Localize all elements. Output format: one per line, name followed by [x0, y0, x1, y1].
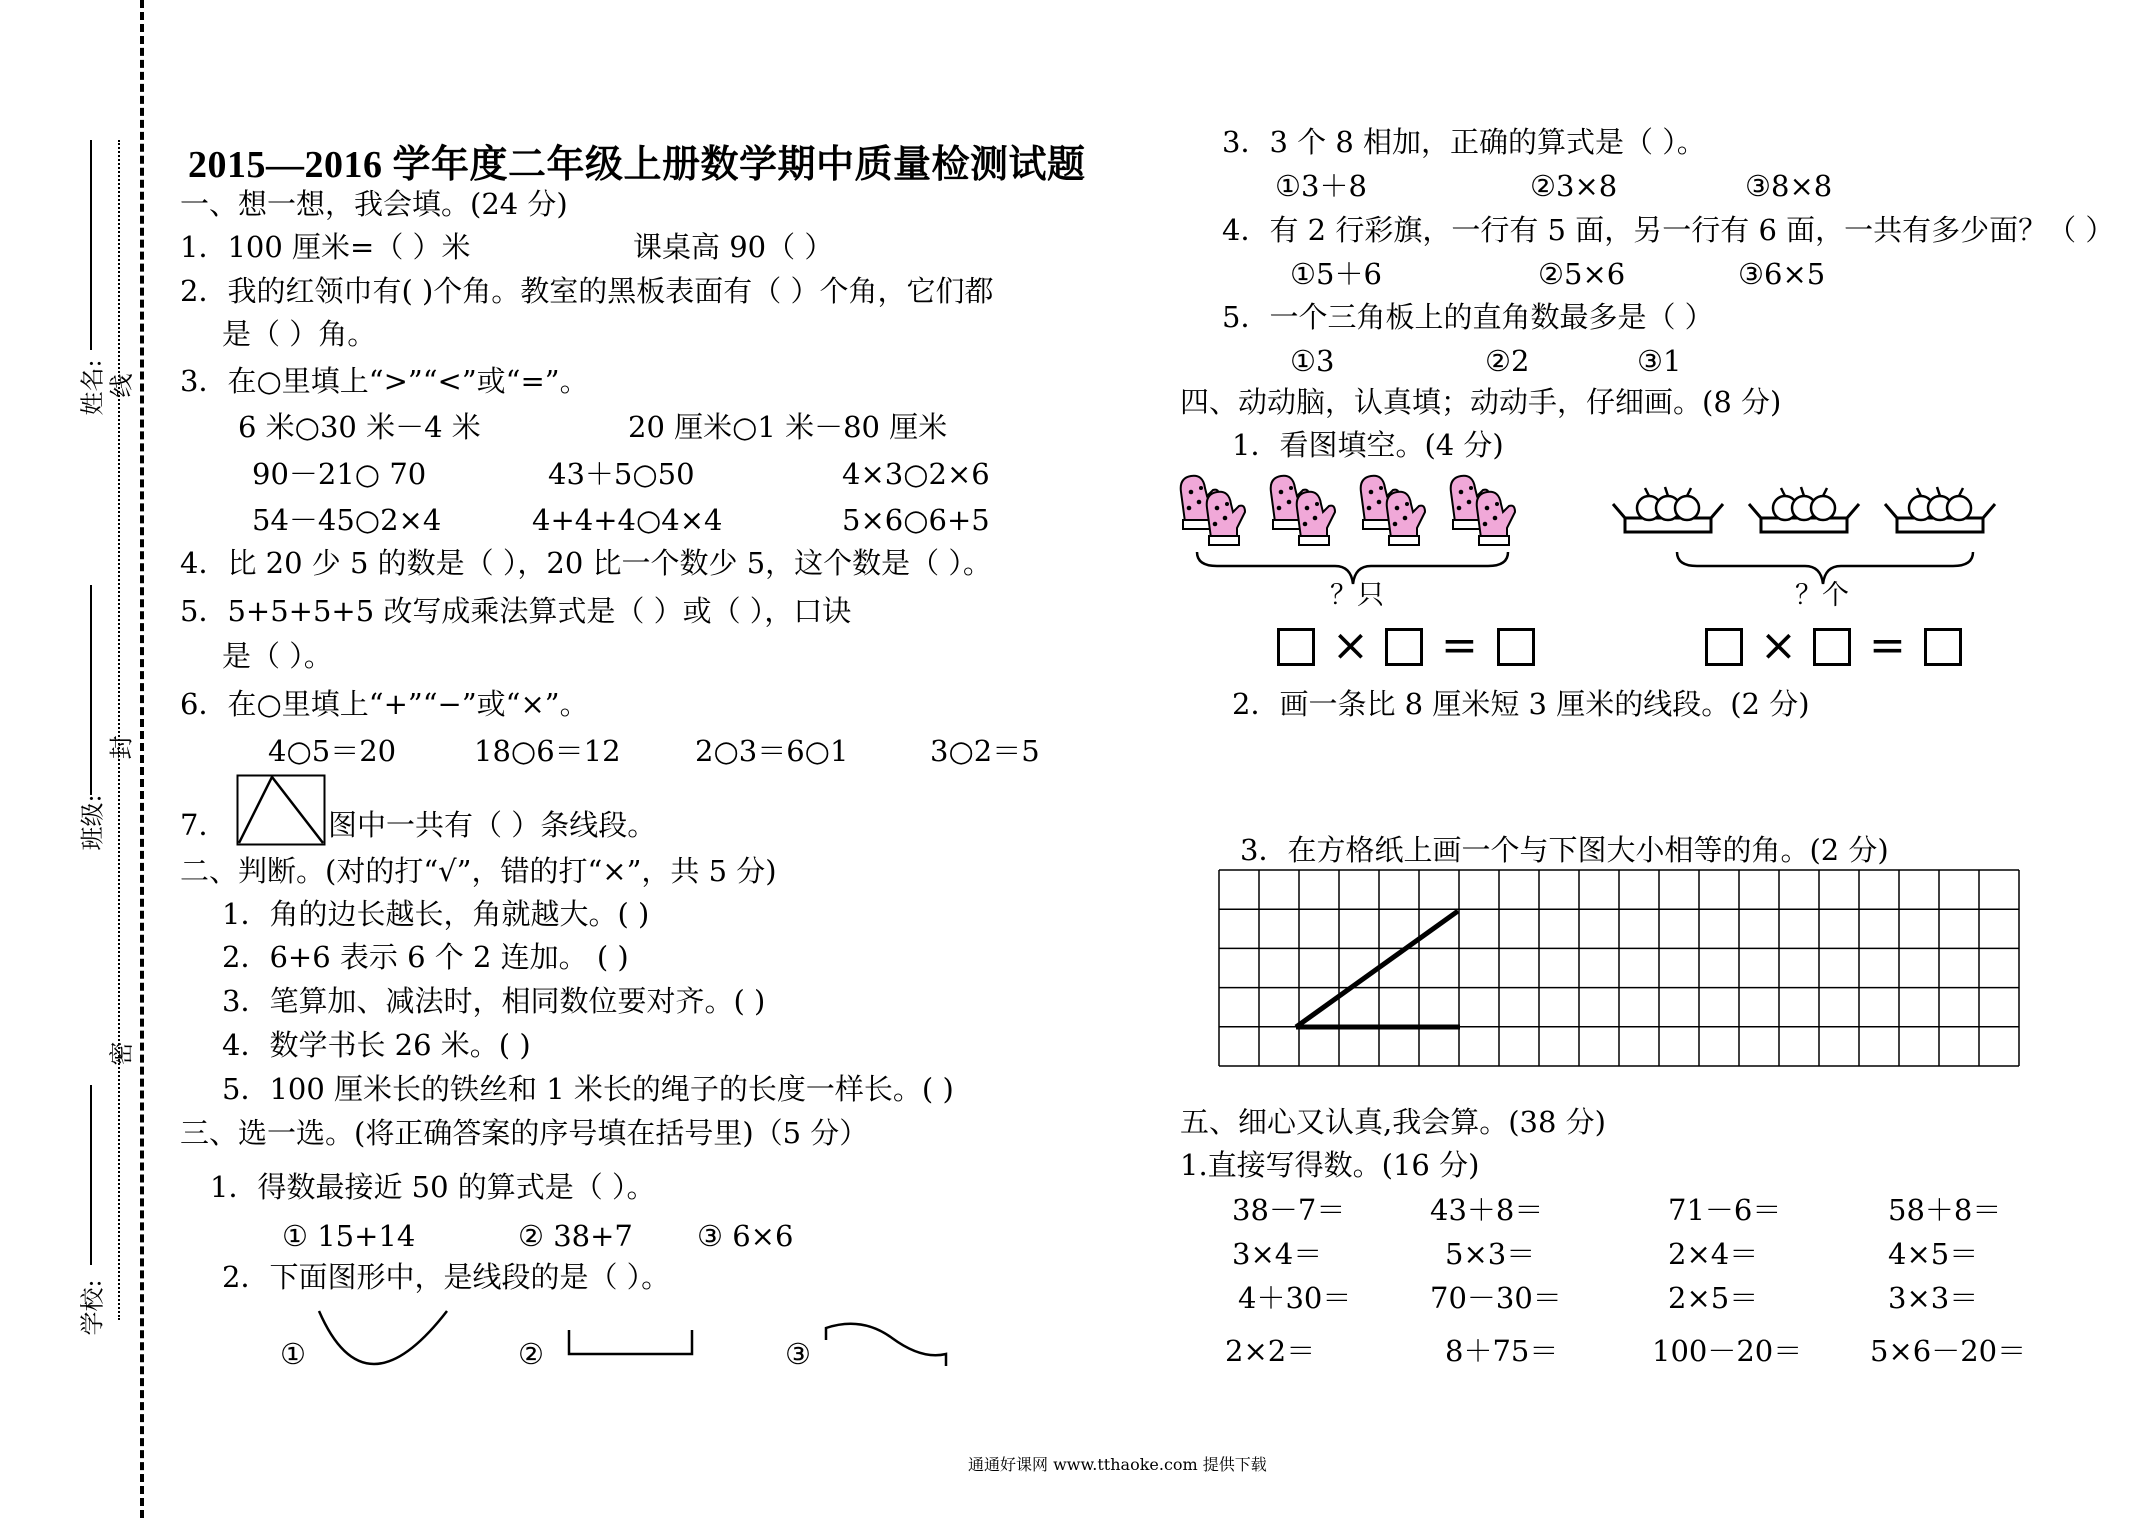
q1-3-r2c3: 4×3○2×6 [842, 457, 990, 491]
q1-3-r1c1: 6 米○30 米－4 米 [238, 410, 481, 444]
calc-item: 4×5＝ [1888, 1237, 1979, 1271]
school-underline [90, 1085, 92, 1265]
calc-item: 2×2＝ [1225, 1334, 1316, 1368]
seal-dotted-line [118, 140, 120, 1320]
q1-7-text: 图中一共有（ ）条线段。 [328, 808, 657, 842]
calc-item: 2×4＝ [1668, 1237, 1759, 1271]
choice-q2: 2．下面图形中，是线段的是（ ）。 [222, 1260, 671, 1294]
binding-dashed-line [140, 0, 144, 1518]
gloves-picture [1175, 470, 1535, 550]
q1-6-item3: 2○3＝6○1 [695, 734, 849, 768]
draw-segment-question: 2．画一条比 8 厘米短 3 厘米的线段。(2 分) [1232, 687, 1810, 721]
draw-angle-question: 3．在方格纸上画一个与下图大小相等的角。(2 分) [1240, 833, 1889, 867]
choice-q2-mark3: ③ [785, 1337, 811, 1371]
calc-item: 5×6－20＝ [1870, 1334, 2027, 1368]
calc-item: 100－20＝ [1652, 1334, 1803, 1368]
fruit-baskets-picture [1605, 478, 2005, 548]
choice-q1-opt3: ③ 6×6 [697, 1219, 794, 1253]
seal-char-line: 线 [107, 373, 136, 398]
section4-heading: 四、动动脑，认真填；动动手，仔细画。(8 分) [1180, 385, 1782, 419]
calc-item: 4＋30＝ [1238, 1281, 1352, 1315]
q1-7-number: 7． [180, 808, 228, 842]
choice-q2-curve-figure [315, 1307, 450, 1372]
calc-item: 3×3＝ [1888, 1281, 1979, 1315]
q1-3-r3c2: 4+4+4○4×4 [532, 503, 723, 537]
choice-q4-opt3: ③6×5 [1738, 257, 1826, 291]
q1-2b: 是（ ）角。 [222, 317, 377, 351]
choice-q1: 1．得数最接近 50 的算式是（ ）。 [210, 1170, 656, 1204]
answer-box-left-3[interactable] [1497, 628, 1535, 666]
q1-3: 3．在○里填上“>”“<”或“=”。 [180, 364, 589, 398]
q1-6-item2: 18○6＝12 [474, 734, 621, 768]
q1-5a: 5．5+5+5+5 改写成乘法算式是（ ）或（ ），口诀 [180, 594, 852, 628]
name-underline [90, 140, 92, 350]
choice-q4-opt1: ①5＋6 [1290, 257, 1382, 291]
judge-item-4: 4．数学书长 26 米。( ) [222, 1028, 531, 1062]
times-sign: × [1760, 620, 1797, 671]
class-label: 班级: [78, 794, 107, 851]
section3-heading: 三、选一选。(将正确答案的序号填在括号里)（5 分） [180, 1116, 869, 1150]
exam-title: 2015—2016 学年度二年级上册数学期中质量检测试题 [188, 144, 1086, 186]
calc-item: 38－7＝ [1232, 1193, 1346, 1227]
answer-box-right-3[interactable] [1924, 628, 1962, 666]
section5-heading: 五、细心又认真,我会算。(38 分) [1180, 1105, 1606, 1139]
calc-item: 43＋8＝ [1430, 1193, 1544, 1227]
section1-heading: 一、想一想，我会填。(24 分) [180, 187, 568, 221]
choice-q2-wave-figure [822, 1318, 952, 1368]
brace-left-label: ？只 [1330, 580, 1384, 611]
choice-q3-opt1: ①3＋8 [1275, 169, 1367, 203]
judge-item-5: 5．100 厘米长的铁丝和 1 米长的绳子的长度一样长。( ) [222, 1072, 954, 1106]
class-underline [90, 585, 92, 795]
q1-6-item1: 4○5＝20 [268, 734, 397, 768]
choice-q1-opt2: ② 38+7 [518, 1219, 633, 1253]
equals-sign: = [1869, 620, 1906, 671]
choice-q1-opt1: ① 15+14 [282, 1219, 416, 1253]
calc-item: 3×4＝ [1232, 1237, 1323, 1271]
answer-box-right-2[interactable] [1813, 628, 1851, 666]
q1-7-triangle-figure [236, 774, 326, 846]
q1-4: 4．比 20 少 5 的数是（ ），20 比一个数少 5，这个数是（ ）。 [180, 546, 992, 580]
q1-3-r1c2: 20 厘米○1 米－80 厘米 [628, 410, 948, 444]
direct-answers-subheading: 1.直接写得数。(16 分) [1180, 1148, 1480, 1182]
calc-item: 8＋75＝ [1445, 1334, 1559, 1368]
judge-item-1: 1．角的边长越长，角就越大。( ) [222, 897, 650, 931]
calc-item: 5×3＝ [1445, 1237, 1536, 1271]
calc-item: 2×5＝ [1668, 1281, 1759, 1315]
name-label: 姓名: [78, 359, 107, 416]
q1-5b: 是（ ）。 [222, 639, 333, 673]
q1-3-r3c3: 5×6○6+5 [842, 503, 990, 537]
calc-item: 71－6＝ [1668, 1193, 1782, 1227]
choice-q5-opt1: ①3 [1290, 344, 1335, 378]
q1-6: 6．在○里填上“+”“−”或“×”。 [180, 687, 589, 721]
seal-char-close: 密 [107, 1041, 136, 1066]
q1-1b: 课桌高 90（ ） [633, 230, 834, 264]
section2-heading: 二、判断。(对的打“√”，错的打“×”，共 5 分) [180, 854, 777, 888]
answer-box-right-1[interactable] [1705, 628, 1743, 666]
choice-q2-bracket-figure [566, 1328, 696, 1358]
answer-box-left-1[interactable] [1277, 628, 1315, 666]
footer-source: 通通好课网 www.tthaoke.com 提供下载 [968, 1455, 1267, 1474]
school-label: 学校: [78, 1279, 107, 1336]
judge-item-2: 2．6+6 表示 6 个 2 连加。 ( ) [222, 940, 629, 974]
choice-q4-opt2: ②5×6 [1538, 257, 1626, 291]
choice-q2-mark1: ① [280, 1337, 306, 1371]
times-sign: × [1332, 620, 1369, 671]
choice-q2-mark2: ② [518, 1337, 544, 1371]
choice-q4: 4．有 2 行彩旗，一行有 5 面，另一行有 6 面，一共有多少面？（ ） [1222, 213, 2115, 247]
choice-q5-opt2: ②2 [1485, 344, 1530, 378]
q1-6-item4: 3○2＝5 [930, 734, 1040, 768]
q1-2a: 2．我的红领巾有( )个角。教室的黑板表面有（ ）个角，它们都 [180, 274, 994, 308]
choice-q5-opt3: ③1 [1637, 344, 1682, 378]
choice-q3: 3．3 个 8 相加，正确的算式是（ ）。 [1222, 125, 1706, 159]
seal-char-seal: 封 [107, 735, 136, 760]
choice-q5: 5．一个三角板上的直角数最多是（ ） [1222, 300, 1714, 334]
calc-item: 58＋8＝ [1888, 1193, 2002, 1227]
grid-paper [1218, 869, 2020, 1067]
choice-q3-opt2: ②3×8 [1530, 169, 1618, 203]
q1-3-r2c1: 90－21○ 70 [252, 457, 427, 491]
equals-sign: = [1441, 620, 1478, 671]
q1-1a: 1．100 厘米=（ ）米 [180, 230, 471, 264]
judge-item-3: 3．笔算加、减法时，相同数位要对齐。( ) [222, 984, 766, 1018]
q1-3-r3c1: 54－45○2×4 [252, 503, 442, 537]
calc-item: 70－30＝ [1430, 1281, 1562, 1315]
choice-q3-opt3: ③8×8 [1745, 169, 1833, 203]
brace-right-label: ？个 [1795, 580, 1849, 611]
answer-box-left-2[interactable] [1385, 628, 1423, 666]
look-fill-question: 1．看图填空。(4 分) [1232, 428, 1504, 462]
q1-3-r2c2: 43＋5○50 [548, 457, 695, 491]
